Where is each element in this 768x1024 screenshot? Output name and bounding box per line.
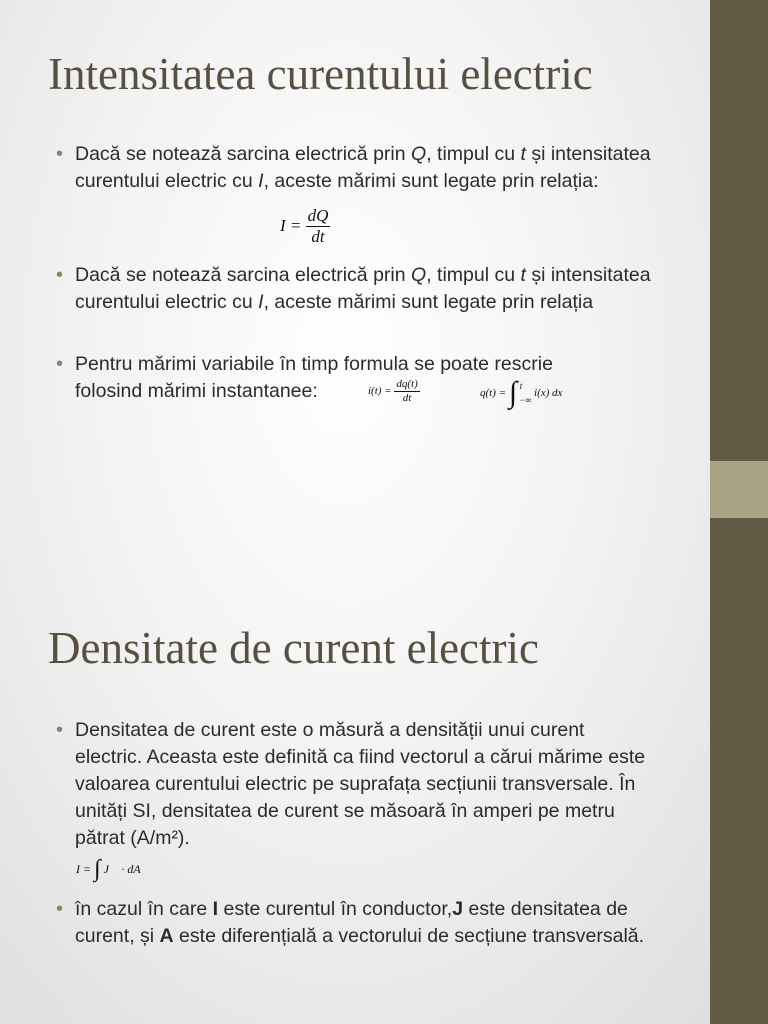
formula-instant-current: i(t) = $\frac{dq(t)}{dt}$ [368, 378, 418, 404]
slide-1-bullet-3: • Pentru mărimi variabile în timp formula se poate rescrie folosind mărimi instantanee: [56, 353, 553, 402]
slide-1 [0, 0, 710, 512]
slide-1-bullet-1: • Dacă se notează sarcina electrică prin Q, timpul cu t și intensitatea curentului electric cu I, aceste mărimi sunt legate prin relația: [56, 143, 651, 192]
integral-symbol: ∫ [94, 856, 101, 882]
slide-2-bullet-2: • în cazul în care I este curentul în conductor,J este densitatea de curent, și A este diferențială a vectorului de secțiune transversală. [56, 898, 645, 947]
slide-2-title: Densitate de curent electric [48, 623, 539, 673]
bullet-dot-icon: • [56, 898, 64, 920]
bullet-dot-icon: • [56, 719, 64, 741]
slide-2 [0, 512, 710, 1024]
slide-2-bullet-1: • Densitatea de curent este o măsură a densității unui curent electric. Aceasta este definită ca fiind vectorul a cărui mărime este valoarea curentului electric pe suprafața secțiunii transversale. În unități SI, densitatea de curent se măsoară în amperi pe metru pătrat (A/m²). [56, 719, 646, 849]
formula-charge-integral: q(t) = ∫ t −∞ i(x) dx [480, 376, 563, 409]
bullet-dot-icon: • [56, 143, 64, 165]
bullet-dot-icon: • [56, 353, 64, 375]
slide-1-bullet-2: • Dacă se notează sarcina electrică prin Q, timpul cu t și intensitatea curentului electric cu I, aceste mărimi sunt legate prin relația [56, 264, 651, 313]
bullet-dot-icon: • [56, 264, 64, 286]
formula-current-density-integral: I = ∫ J⃗ · dA⃗ [76, 856, 150, 882]
sidebar-accent-block [710, 461, 768, 518]
slide-1-title: Intensitatea curentului electric [48, 49, 593, 99]
formula-current-definition: I = $\frac{dQ}{dt}$ [280, 206, 329, 246]
integral-symbol: ∫ [508, 376, 518, 409]
